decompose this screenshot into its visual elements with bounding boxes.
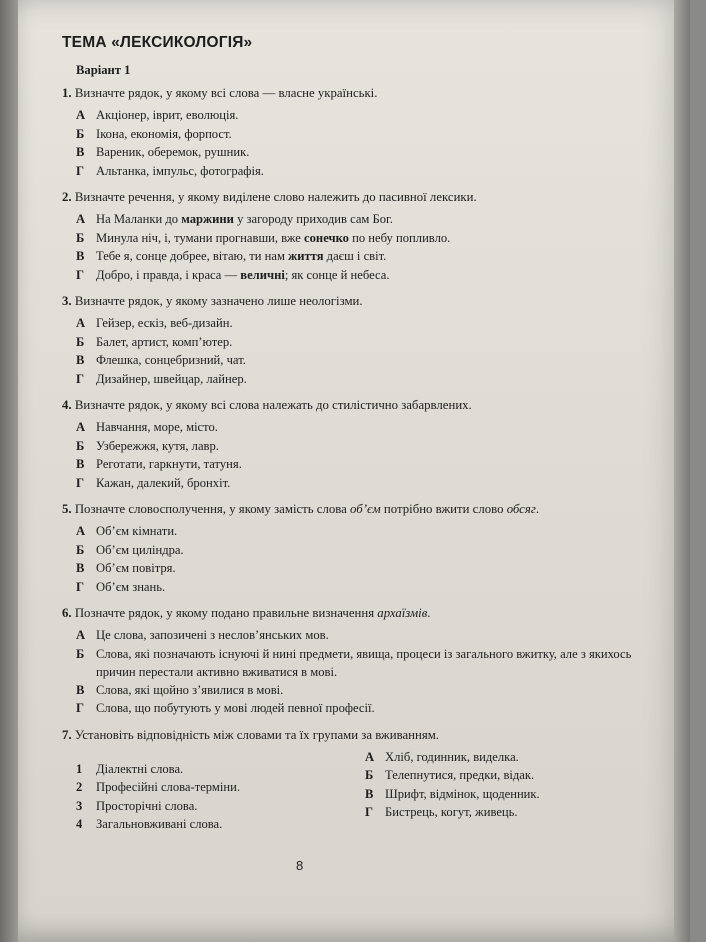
option-letter: В <box>76 249 85 263</box>
item-text: Діалектні слова. <box>96 761 184 776</box>
option-letter: Б <box>76 542 85 557</box>
option-text: Слова, що побутують у мові людей певної професії. <box>96 701 375 715</box>
question-7 <box>62 727 662 834</box>
option-text-post: у загороду приходив сам Бог. <box>233 212 393 226</box>
page-edge-left <box>0 0 18 942</box>
option-letter: Б <box>76 334 85 349</box>
option-text: Гейзер, ескіз, веб-дизайн. <box>96 316 233 330</box>
option-text: Слова, які щойно з’явилися в мові. <box>96 682 284 697</box>
item-number: 4 <box>76 817 83 831</box>
option-text-pre: Добро, і правда, і краса — <box>96 267 241 282</box>
option-letter: А <box>76 108 86 122</box>
matching-left-column <box>76 748 365 834</box>
option-text: Навчання, море, місто. <box>96 420 218 434</box>
option-letter: Б <box>76 646 85 661</box>
option-letter: В <box>76 561 85 575</box>
option-letter: В <box>365 786 374 801</box>
match-item-1 <box>76 760 365 779</box>
question-2 <box>62 189 662 284</box>
option-text: Узбережжя, кутя, лавр. <box>96 438 219 453</box>
option-text <box>96 229 662 248</box>
page-edge-right <box>674 0 690 942</box>
option-b <box>76 541 662 560</box>
item-text: Професійні слова-терміни. <box>96 780 240 794</box>
option-letter: Б <box>76 126 85 141</box>
highlighted-word: величні <box>240 267 285 282</box>
option-a <box>76 626 662 645</box>
question-3 <box>62 293 662 388</box>
match-item-3 <box>76 797 365 816</box>
option-a <box>76 210 662 229</box>
option-d <box>76 266 662 285</box>
match-item-4 <box>76 815 365 834</box>
question-text <box>62 85 662 101</box>
page-number: 8 <box>296 858 304 873</box>
option-c <box>76 247 662 266</box>
option-d <box>76 578 662 597</box>
question-text <box>62 397 662 413</box>
option-text: Слова, які позначають існуючі й нині предмети, явища, процеси із загального вжитку, але з якихось причин перестали активно вживатися в мові. <box>96 646 632 679</box>
option-text: Шрифт, відмінок, щоденник. <box>385 786 540 801</box>
match-option-d <box>365 803 662 822</box>
option-b <box>76 645 662 681</box>
option-letter: Б <box>76 438 85 453</box>
highlighted-word: життя <box>288 249 324 263</box>
italic-term: об’єм <box>350 502 381 516</box>
option-d <box>76 162 662 181</box>
item-number: 3 <box>76 798 83 813</box>
option-text: Хліб, годинник, виделка. <box>385 749 519 764</box>
option-text: Вареник, оберемок, рушник. <box>96 145 250 159</box>
question-prompt: Визначте рядок, у якому всі слова — власне українські. <box>74 86 378 100</box>
question-prompt-mid: потрібно вжити слово <box>380 502 507 516</box>
question-number: 1. <box>62 86 72 100</box>
option-text: Об’єм повітря. <box>96 561 176 575</box>
question-prompt: Визначте рядок, у якому зазначено лише неологізми. <box>74 294 363 308</box>
worksheet <box>62 34 662 843</box>
question-prompt: Установіть відповідність між словами та їх групами за вживанням. <box>74 727 440 742</box>
variant-label: Варіант 1 <box>76 63 131 77</box>
option-letter: В <box>76 353 85 367</box>
option-c <box>76 143 662 162</box>
option-text: Альтанка, імпульс, фотографія. <box>96 163 264 178</box>
option-letter: Г <box>76 163 85 178</box>
question-text <box>62 293 662 309</box>
question-number: 4. <box>62 398 72 412</box>
highlighted-word: маржини <box>181 212 234 226</box>
option-text: Флешка, сонцебризний, чат. <box>96 353 246 367</box>
option-letter: Б <box>76 230 85 245</box>
option-b <box>76 437 662 456</box>
option-text <box>96 210 662 229</box>
option-text: Об’єм кімнати. <box>96 524 178 538</box>
option-c <box>76 559 662 578</box>
option-letter: В <box>76 457 85 471</box>
question-text <box>62 605 662 621</box>
question-text <box>62 727 662 743</box>
question-text <box>62 501 662 517</box>
option-c <box>76 681 662 700</box>
option-text: Реготати, гаркнути, татуня. <box>96 457 242 471</box>
highlighted-word: сонечко <box>304 230 349 245</box>
option-text: Дизайнер, швейцар, лайнер. <box>96 371 247 386</box>
option-letter: В <box>76 682 85 697</box>
option-text-pre: Тебе я, сонце добрее, вітаю, ти нам <box>96 249 289 263</box>
option-letter: А <box>76 212 86 226</box>
option-b <box>76 229 662 248</box>
question-prompt: Визначте рядок, у якому всі слова належать до стилістично забарвлених. <box>74 398 472 412</box>
italic-term: обсяг <box>506 502 536 516</box>
question-prompt: Позначте рядок, у якому подано правильне визначення <box>74 606 378 620</box>
option-letter: А <box>76 524 86 538</box>
option-text: Бистрець, когут, живець. <box>385 805 518 819</box>
option-a <box>76 106 662 125</box>
question-number: 6. <box>62 606 72 620</box>
option-letter: А <box>76 628 86 642</box>
option-text: Об’єм циліндра. <box>96 542 184 557</box>
option-letter: Г <box>365 805 374 819</box>
item-number: 1 <box>76 761 83 776</box>
option-text-post: по небу попливло. <box>348 230 451 245</box>
question-5 <box>62 501 662 596</box>
option-text: Ікона, економія, форпост. <box>96 126 232 141</box>
option-text-post: даєш і світ. <box>323 249 387 263</box>
option-letter: В <box>76 145 85 159</box>
item-text: Просторічні слова. <box>96 798 198 813</box>
question-prompt-end: . <box>427 606 431 620</box>
match-item-2 <box>76 778 365 797</box>
option-text: Об’єм знань. <box>96 579 166 594</box>
question-6 <box>62 605 662 718</box>
question-number: 7. <box>62 727 72 742</box>
option-letter: Г <box>76 701 85 715</box>
option-a <box>76 418 662 437</box>
option-letter: Г <box>76 475 85 490</box>
option-text <box>96 266 662 285</box>
option-letter: А <box>76 420 86 434</box>
option-text: Балет, артист, комп’ютер. <box>96 334 233 349</box>
option-text-pre: На Маланки до <box>96 212 182 226</box>
option-a <box>76 522 662 541</box>
match-option-c <box>365 785 662 804</box>
question-number: 3. <box>62 294 72 308</box>
question-prompt: Визначте речення, у якому виділене слово належить до пасивної лексики. <box>74 190 477 204</box>
match-option-a <box>365 748 662 767</box>
option-text: Телепнутися, предки, відак. <box>385 768 535 782</box>
option-text <box>96 247 662 266</box>
question-number: 5. <box>62 502 72 516</box>
option-text-post: ; як сонце й небеса. <box>284 267 390 282</box>
option-letter: Г <box>76 371 85 386</box>
italic-term: архаїзмів <box>377 606 428 620</box>
matching-right-column <box>365 748 662 834</box>
option-text: Кажан, далекий, бронхіт. <box>96 475 231 490</box>
option-text-pre: Минула ніч, і, тумани прогнавши, вже <box>96 230 305 245</box>
question-4 <box>62 397 662 492</box>
question-text <box>62 189 662 205</box>
option-letter: А <box>365 749 375 764</box>
option-letter: Г <box>76 267 85 282</box>
option-letter: Б <box>365 768 374 782</box>
option-letter: Г <box>76 579 85 594</box>
option-d <box>76 370 662 389</box>
option-b <box>76 333 662 352</box>
option-text: Це слова, запозичені з неслов’янських мов. <box>96 628 329 642</box>
option-d <box>76 474 662 493</box>
item-number: 2 <box>76 780 83 794</box>
question-number: 2. <box>62 190 72 204</box>
option-c <box>76 455 662 474</box>
page-title: ТЕМА «ЛЕКСИКОЛОГІЯ» <box>62 34 253 51</box>
option-c <box>76 351 662 370</box>
option-a <box>76 314 662 333</box>
option-letter: А <box>76 316 86 330</box>
option-d <box>76 699 662 718</box>
match-option-b <box>365 766 662 785</box>
matching-columns <box>76 748 662 834</box>
item-text: Загальновживані слова. <box>96 817 223 831</box>
question-1 <box>62 85 662 180</box>
option-b <box>76 125 662 144</box>
option-text: Акціонер, іврит, еволюція. <box>96 108 239 122</box>
question-prompt-end: . <box>535 502 540 516</box>
question-prompt: Позначте словосполучення, у якому замість слова <box>74 502 351 516</box>
